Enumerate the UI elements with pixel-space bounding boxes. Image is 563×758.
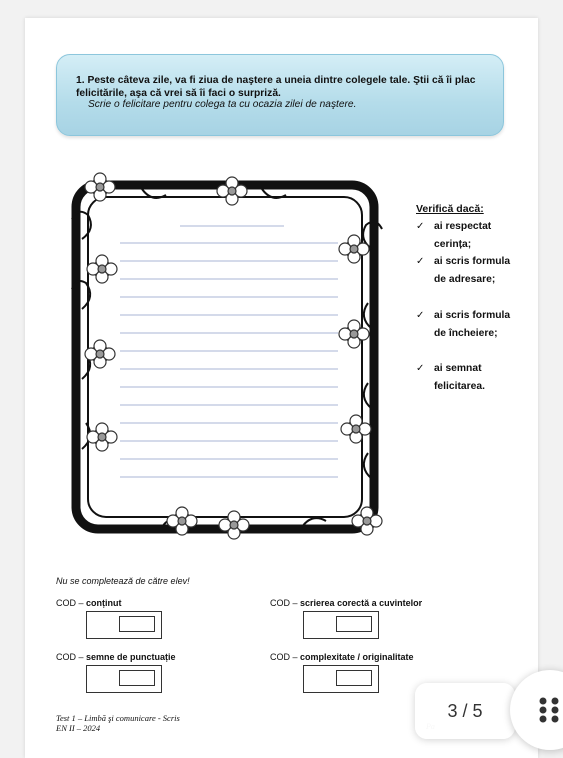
code-label-punctuation: COD – semne de punctuație <box>56 652 176 662</box>
checkmark-icon: ✓ <box>416 363 425 374</box>
code-box-content <box>86 611 162 639</box>
task-instruction: 1. Peste câteva zile, va fi ziua de naştere a uneia dintre colegele tale. Ştii că îi plac felicitările, aşa că vrei să îi faci o surpriză. <box>76 75 476 99</box>
checkmark-icon: ✓ <box>416 221 425 232</box>
page-indicator[interactable]: 3 / 5 <box>415 683 515 739</box>
checkmark-icon: ✓ <box>416 310 425 321</box>
code-box-spelling <box>303 611 379 639</box>
document-footer: Test 1 – Limbă şi comunicare - Scris EN II – 2024 <box>56 713 180 733</box>
floral-border-illustration <box>62 169 392 547</box>
code-label-complexity: COD – complexitate / originalitate <box>270 652 414 662</box>
checklist-title: Verifică dacă: <box>416 203 484 215</box>
task-subinstruction: Scrie o felicitare pentru colega ta cu ocazia zilei de naştere. <box>88 99 357 110</box>
evaluator-note: Nu se completează de către elev! <box>56 576 190 586</box>
dots-grid-icon <box>536 694 563 724</box>
greeting-card-frame <box>62 169 392 547</box>
code-box-complexity <box>303 665 379 693</box>
code-label-spelling: COD – scrierea corectă a cuvintelor <box>270 598 423 608</box>
code-label-content: COD – conținut <box>56 598 122 608</box>
code-box-punctuation <box>86 665 162 693</box>
checkmark-icon: ✓ <box>416 256 425 267</box>
